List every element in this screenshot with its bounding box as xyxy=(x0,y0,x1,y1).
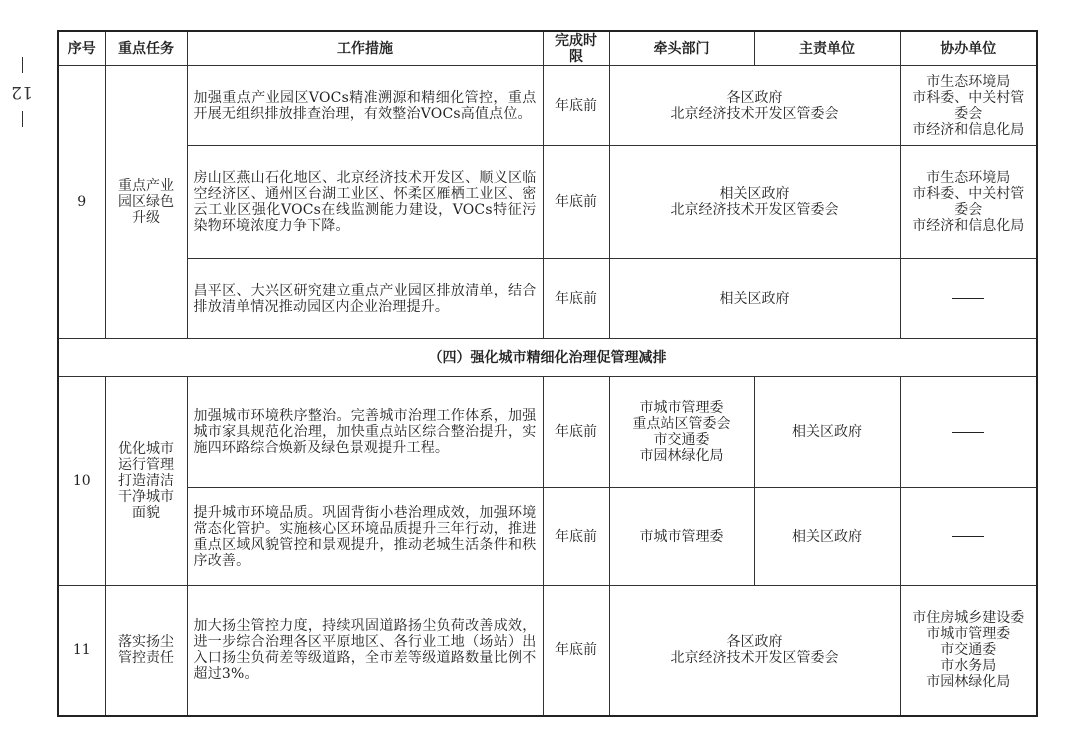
row-lead: 市城市管理委 xyxy=(609,488,754,586)
table-row xyxy=(58,586,1037,716)
empty-dash xyxy=(952,432,984,433)
row-measure: 加强城市环境秩序整治。完善城市治理工作体系，加强城市家具规范化治理，加快重点站区综合整治提升，实施四环路综合焕新及绿色景观提升工程。 xyxy=(187,377,543,488)
header-measures: 工作措施 xyxy=(187,31,543,66)
table-header-row xyxy=(58,31,1037,66)
page-number-text: 12 xyxy=(11,81,33,102)
lead-line: 市园林绿化局 xyxy=(639,448,724,464)
row-assist-none xyxy=(900,488,1037,586)
row-responsible: 相关区政府 xyxy=(754,488,900,586)
row-assist-none xyxy=(900,377,1037,488)
page-number-dash-bottom xyxy=(22,111,23,127)
table-row xyxy=(58,377,1037,488)
assist-line: 市生态环境局 xyxy=(926,170,1011,186)
table-row xyxy=(58,146,1037,259)
empty-dash xyxy=(952,298,984,299)
row-deadline: 年底前 xyxy=(543,377,609,488)
page-number xyxy=(12,55,32,129)
header-task: 重点任务 xyxy=(105,31,187,66)
row-measure: 昌平区、大兴区研究建立重点产业园区排放清单，结合排放清单情况推动园区内企业治理提升。 xyxy=(187,259,543,339)
assist-line: 市水务局 xyxy=(940,658,997,675)
row-lead xyxy=(609,66,900,146)
row-deadline: 年底前 xyxy=(543,586,609,716)
assist-line: 市科委、中关村管委会 xyxy=(912,89,1025,122)
lead-line: 各区政府 xyxy=(726,634,783,651)
assist-line: 市交通委 xyxy=(940,642,997,659)
lead-line: 北京经济技术开发区管委会 xyxy=(670,105,839,122)
row-deadline: 年底前 xyxy=(543,488,609,586)
header-seq: 序号 xyxy=(58,31,105,66)
row-responsible: 相关区政府 xyxy=(754,377,900,488)
row-lead xyxy=(609,586,900,716)
row-lead xyxy=(609,146,900,259)
row-task: 落实扬尘管控责任 xyxy=(105,586,187,716)
assist-line: 市生态环境局 xyxy=(926,73,1011,90)
assist-line: 市科委、中关村管委会 xyxy=(912,186,1025,218)
lead-line: 各区政府 xyxy=(726,89,783,106)
row-seq: 10 xyxy=(58,377,105,586)
header-lead-dept: 牵头部门 xyxy=(609,31,754,66)
row-assist xyxy=(900,146,1037,259)
row-measure: 提升城市环境品质。巩固背街小巷治理成效，加强环境常态化管护。实施核心区环境品质提升三年行动，推进重点区域风貌管控和景观提升，推动老城生活条件和秩序改善。 xyxy=(187,488,543,586)
row-measure: 房山区燕山石化地区、北京经济技术开发区、顺义区临空经济区、通州区台湖工业区、怀柔区雁栖工业区、密云工业区强化VOCs在线监测能力建设，VOCs特征污染物环境浓度力争下降。 xyxy=(187,146,543,259)
assist-line: 市园林绿化局 xyxy=(926,674,1011,691)
task-table xyxy=(57,30,1038,717)
page-number-dash-top xyxy=(22,57,23,73)
lead-line: 市交通委 xyxy=(653,432,710,448)
header-deadline: 完成时限 xyxy=(543,31,609,66)
lead-line: 重点站区管委会 xyxy=(632,416,731,432)
section-title: （四）强化城市精细化治理促管理减排 xyxy=(58,339,1037,377)
lead-line: 北京经济技术开发区管委会 xyxy=(670,650,839,667)
header-assist: 协办单位 xyxy=(900,31,1037,66)
row-seq: 9 xyxy=(58,66,105,339)
row-assist-none xyxy=(900,259,1037,339)
row-seq: 11 xyxy=(58,586,105,716)
lead-line: 市城市管理委 xyxy=(639,400,724,416)
row-assist xyxy=(900,66,1037,146)
assist-line: 市城市管理委 xyxy=(926,626,1011,643)
assist-line: 市经济和信息化局 xyxy=(912,121,1025,138)
lead-line: 北京经济技术开发区管委会 xyxy=(670,202,839,218)
row-deadline: 年底前 xyxy=(543,259,609,339)
row-lead xyxy=(609,377,754,488)
row-assist xyxy=(900,586,1037,716)
row-deadline: 年底前 xyxy=(543,146,609,259)
row-lead: 相关区政府 xyxy=(609,259,900,339)
empty-dash xyxy=(952,536,984,537)
header-responsible: 主责单位 xyxy=(754,31,900,66)
section-row xyxy=(58,339,1037,377)
row-task: 优化城市运行管理打造清洁干净城市面貌 xyxy=(105,377,187,586)
row-measure: 加大扬尘管控力度，持续巩固道路扬尘负荷改善成效，进一步综合治理各区平原地区、各行业工地（场站）出入口扬尘负荷差等级道路，全市差等级道路数量比例不超过3%。 xyxy=(187,586,543,716)
row-deadline: 年底前 xyxy=(543,66,609,146)
assist-line: 市经济和信息化局 xyxy=(912,218,1025,234)
lead-line: 相关区政府 xyxy=(719,186,790,202)
assist-line: 市住房城乡建设委 xyxy=(912,610,1025,627)
row-task: 重点产业园区绿色升级 xyxy=(105,66,187,339)
table-row xyxy=(58,259,1037,339)
row-measure: 加强重点产业园区VOCs精准溯源和精细化管控，重点开展无组织排放排查治理，有效整治VOCs高值点位。 xyxy=(187,66,543,146)
table-row xyxy=(58,488,1037,586)
table-row xyxy=(58,66,1037,146)
